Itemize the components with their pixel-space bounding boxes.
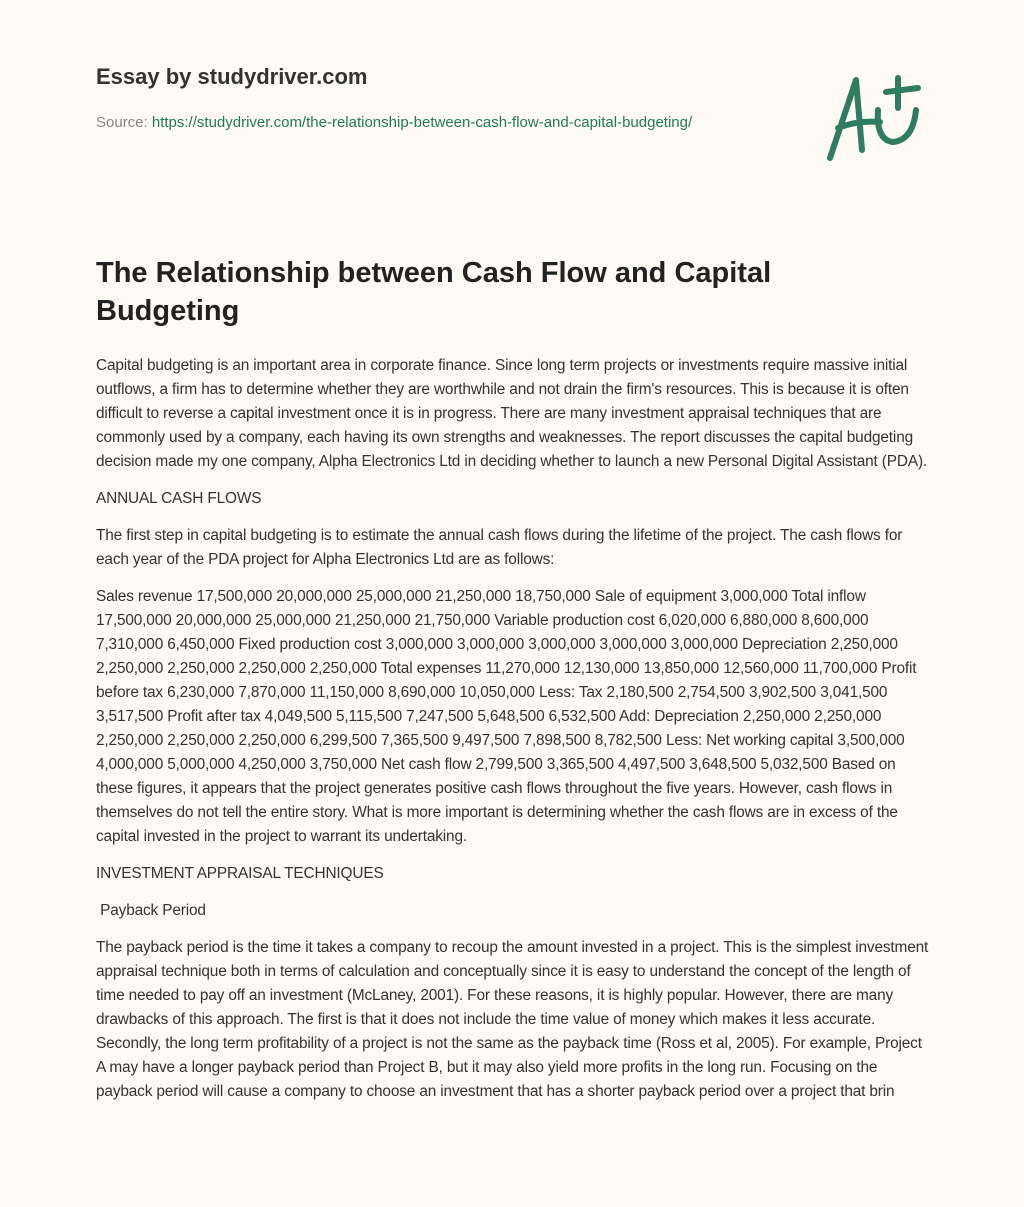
source-link[interactable]: https://studydriver.com/the-relationship-between-cash-flow-and-capital-budgeting/ bbox=[151, 114, 693, 131]
a-plus-logo-icon bbox=[818, 70, 928, 165]
source-label: Source: bbox=[96, 114, 148, 131]
source-line bbox=[96, 111, 736, 135]
payback-paragraph: The payback period is the time it takes a company to recoup the amount invested in a project. This is the simplest investment appraisal technique both in terms of calculation and conceptually since it is easy to understand the concept of the length of time needed to pay off an investment (McLaney, 2001). For these reasons, it is highly popular. However, there are many drawbacks of this approach. The first is that it does not include the time value of money which makes it less accurate. Secondly, the long term profitability of a project is not the same as the payback time (Ross et al, 2005). For example, Project A may have a longer payback period than Project B, but it may also yield more profits in the long run. Focusing on the payback period will cause a company to choose an investment that has a shorter payback period over a project that brin bbox=[96, 939, 929, 1100]
section-heading-investment-appraisal: INVESTMENT APPRAISAL TECHNIQUES bbox=[96, 865, 384, 882]
article-body bbox=[96, 354, 930, 1117]
intro-paragraph: Capital budgeting is an important area in corporate finance. Since long term projects or investments require massive initial outflows, a firm has to determine whether they are worthwhile and not drain the firm's resources. This is because it is often difficult to reverse a capital investment once it is in progress. There are many investment appraisal techniques that are commonly used by a company, each having its own strengths and weaknesses. The report discusses the capital budgeting decision made my one company, Alpha Electronics Ltd in deciding whether to launch a new Personal Digital Assistant (PDA). bbox=[96, 357, 928, 470]
subheading-payback-period: Payback Period bbox=[96, 902, 206, 919]
site-brand: Essay by studydriver.com bbox=[96, 64, 368, 89]
paragraph: The first step in capital budgeting is to estimate the annual cash flows during the lifetime of the project. The cash flows for each year of the PDA project for Alpha Electronics Ltd are as follows: bbox=[96, 527, 903, 568]
cash-flow-paragraph: Sales revenue 17,500,000 20,000,000 25,000,000 21,250,000 18,750,000 Sale of equipment 3,000,000 Total inflow 17,500,000 20,000,000 25,000,000 21,250,000 21,750,000 Variable production cost 6,020,000 6,880,000 8,600,000 7,310,000 6,450,000 Fixed production cost 3,000,000 3,000,000 3,000,000 3,000,000 3,000,000 Depreciation 2,250,000 2,250,000 2,250,000 2,250,000 2,250,000 Total expenses 11,270,000 12,130,000 13,850,000 12,560,000 11,700,000 Profit before tax 6,230,000 7,870,000 11,150,000 8,690,000 10,050,000 Less: Tax 2,180,500 2,754,500 3,902,500 3,041,500 3,517,500 Profit after tax 4,049,500 5,115,500 7,247,500 5,648,500 6,532,500 Add: Depreciation 2,250,000 2,250,000 2,250,000 2,250,000 2,250,000 6,299,500 7,365,500 9,497,500 7,898,500 8,782,500 Less: Net working capital 3,500,000 4,000,000 5,000,000 4,250,000 3,750,000 Net cash flow 2,799,500 3,365,500 4,497,500 3,648,500 5,032,500 Based on these figures, it appears that the project generates positive cash flows throughout the five years. However, cash flows in themselves do not tell the entire story. What is more important is determining whether the cash flows are in excess of the capital invested in the project to warrant its undertaking. bbox=[96, 588, 917, 845]
section-heading-annual-cash-flows: ANNUAL CASH FLOWS bbox=[96, 490, 262, 507]
page-title: The Relationship between Cash Flow and Capital Budgeting bbox=[96, 257, 772, 327]
